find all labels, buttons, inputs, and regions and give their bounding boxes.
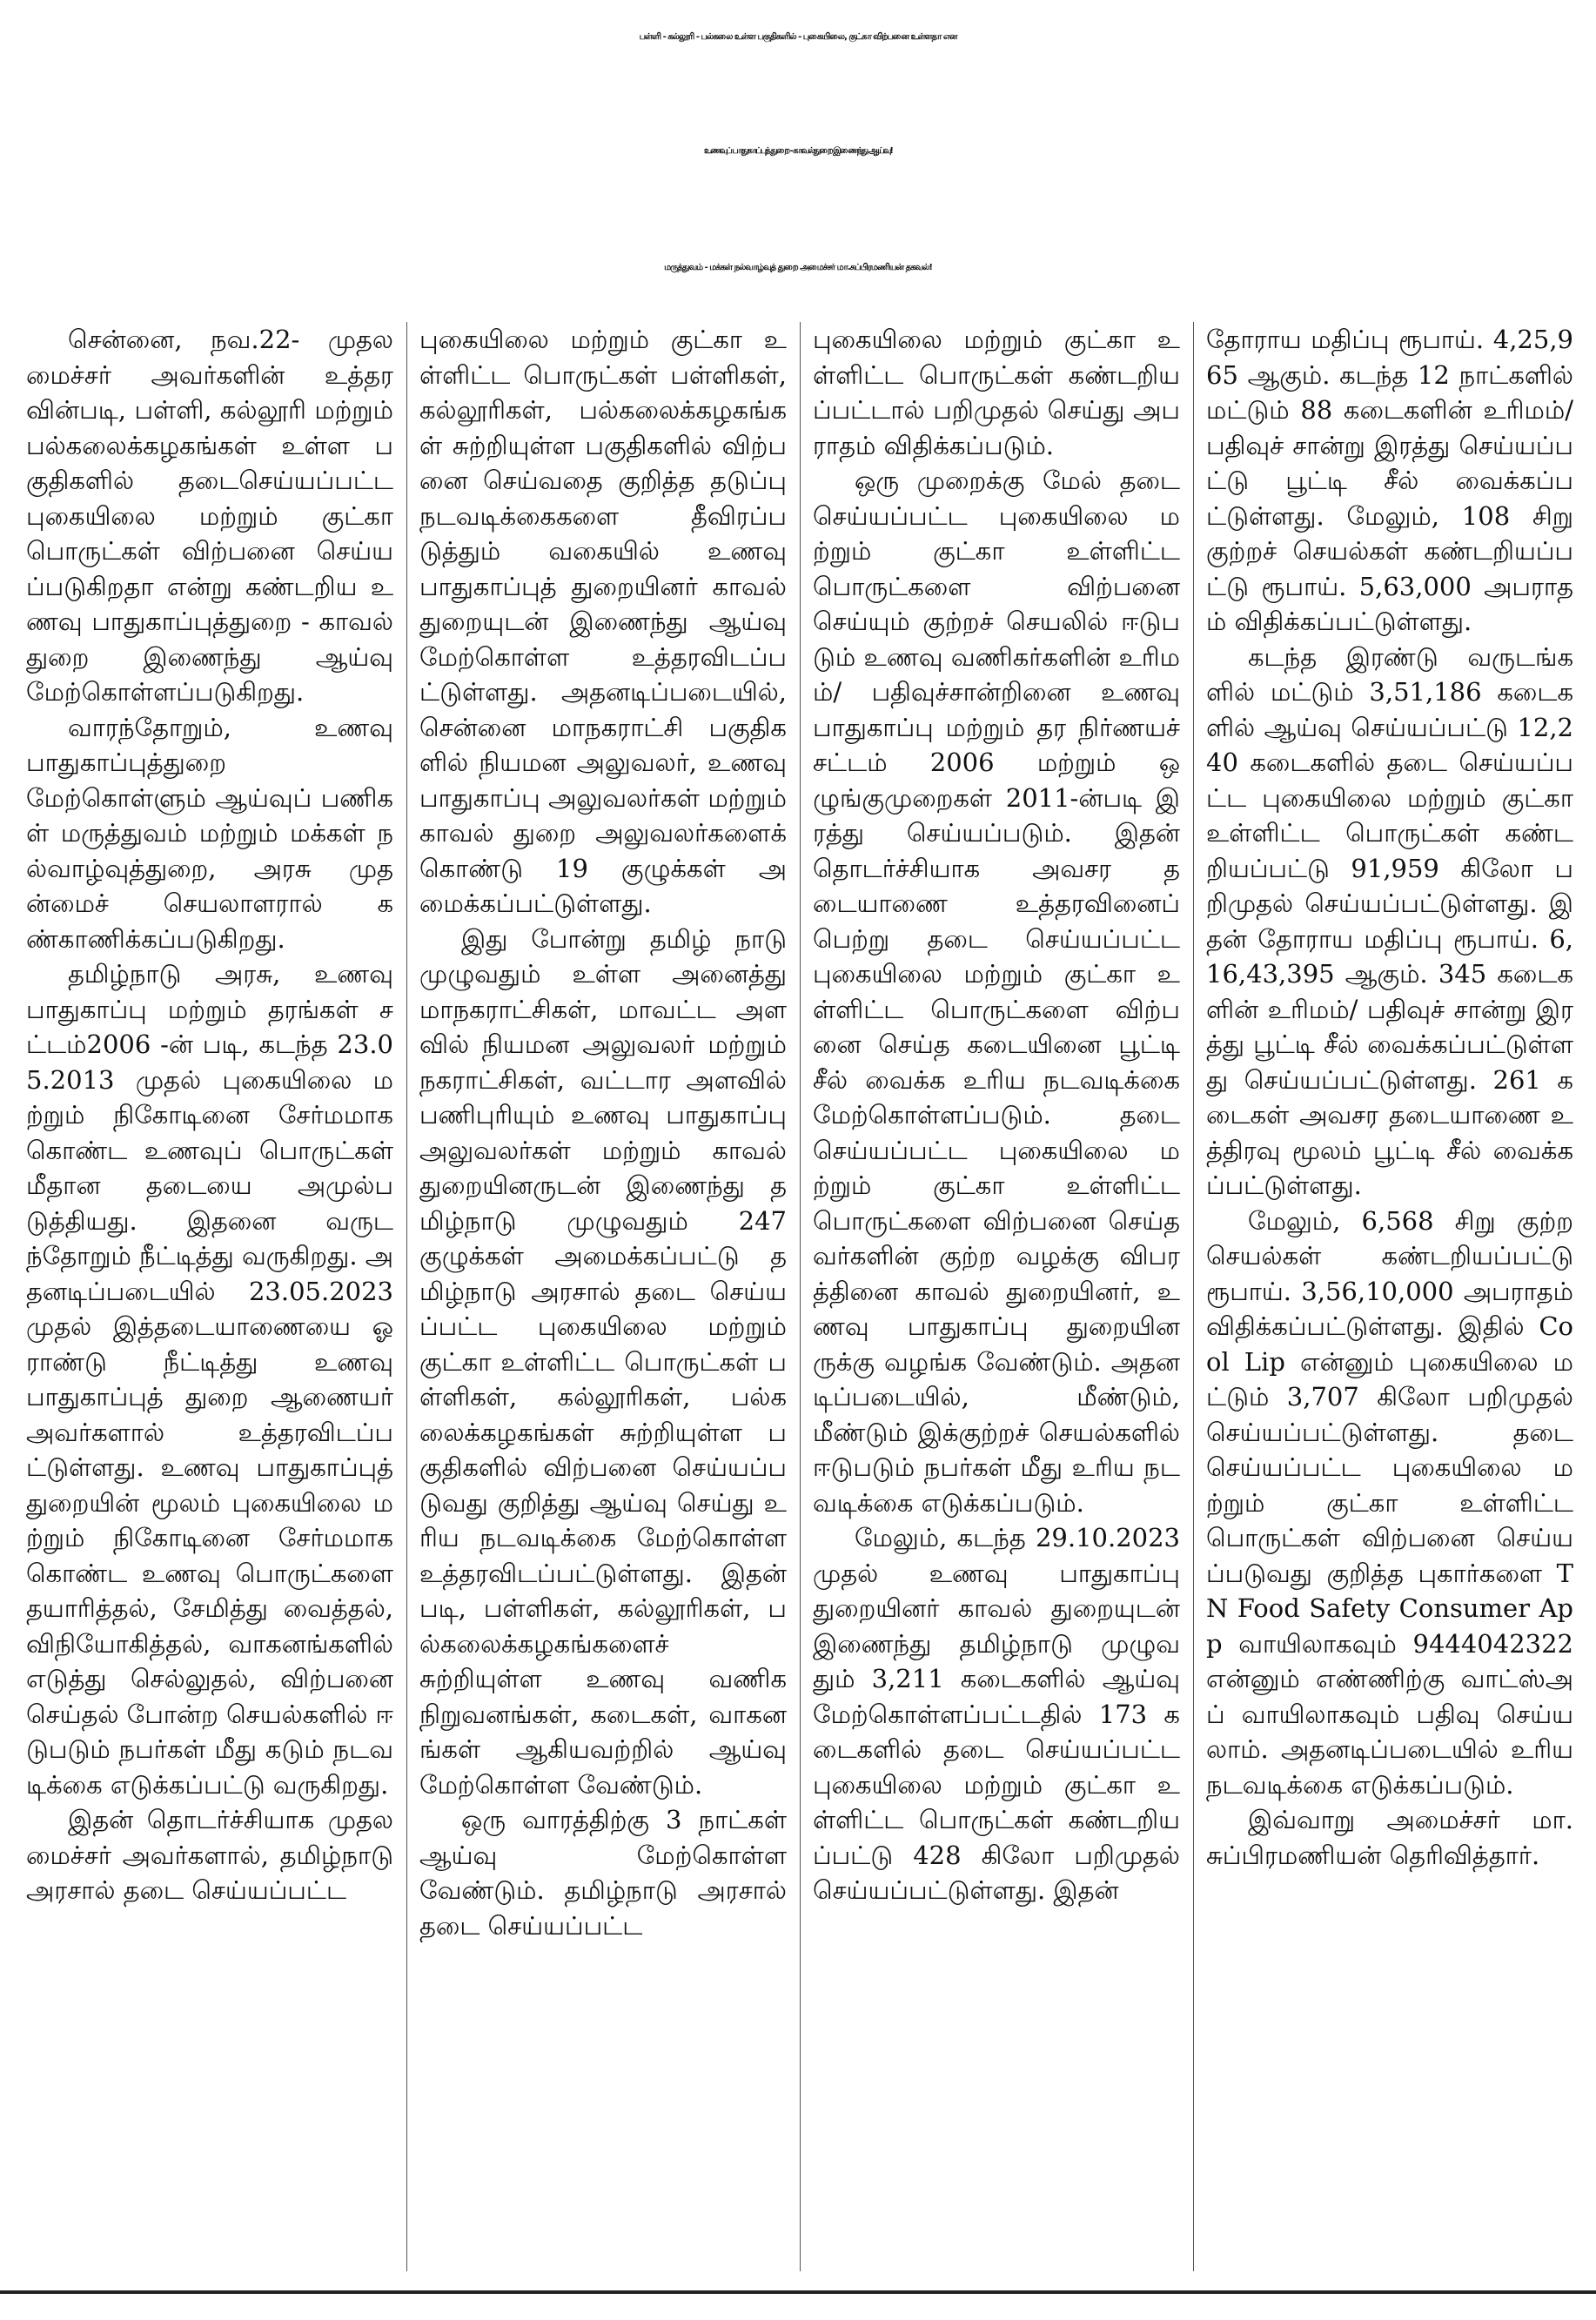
bottom-rule (0, 2290, 1596, 2294)
article-headline: உணவுப் பாதுகாப்புத் துறை - காவல்துறை இணைந்து ஆய்வு! (704, 146, 892, 156)
body-paragraph: இவ்வாறு அமைச்சர் மா.சுப்பிரமணியன் தெரிவித்தார். (1206, 1805, 1573, 1870)
article-column-4 (1206, 322, 1573, 2271)
article-column-2 (419, 322, 787, 2271)
body-paragraph: வாரந்தோறும், உணவு பாதுகாப்புத்துறை மேற்கொள்ளும் ஆய்வுப் பணிகள் மருத்துவம் மற்றும் மக்கள் நல்வாழ்வுத்துறை, அரசு முதன்மைச் செயலாளரால் கண்காணிக்கப்படுகிறது. (26, 712, 393, 954)
body-paragraph: இது போன்று தமிழ் நாடு முழுவதும் உள்ள அனைத்து மாநகராட்சிகள், மாவட்ட அளவில் நியமன அலுவலர் மற்றும் நகராட்சிகள், வட்டார அளவில் பணிபுரியும் உணவு பாதுகாப்பு அலுவலர்கள் மற்றும் காவல் துறையினருடன் இணைந்து தமிழ்நாடு முழுவதும் 247 குழுக்கள் அமைக்கப்பட்டு தமிழ்நாடு அரசால் தடை செய்யப்பட்ட புகையிலை மற்றும் குட்கா உள்ளிட்ட பொருட்கள் பள்ளிகள், கல்லூரிகள், பல்கலைக்கழகங்கள் சுற்றியுள்ள பகுதிகளில் விற்பனை செய்யப்படுவது குறித்து ஆய்வு செய்து உரிய நடவடிக்கை மேற்கொள்ள உத்தரவிடப்பட்டுள்ளது. இதன் படி, பள்ளிகள், கல்லூரிகள், பல்கலைக்கழகங்களைச் சுற்றியுள்ள உணவு வணிக நிறுவனங்கள், கடைகள், வாகனங்கள் ஆகியவற்றில் ஆய்வு மேற்கொள்ள வேண்டும். (419, 923, 787, 1800)
article-column-1 (26, 322, 393, 2271)
body-paragraph: தோராய மதிப்பு ரூபாய். 4,25,965 ஆகும். கடந்த 12 நாட்களில் மட்டும் 88 கடைகளின் உரிமம்/ பதிவுச் சான்று இரத்து செய்யப்பட்டு பூட்டி சீல் வைக்கப்பட்டுள்ளது. மேலும், 108 சிறு குற்றச் செயல்கள் கண்டறியப்பட்டு ரூபாய். 5,63,000 அபராதம் விதிக்கப்பட்டுள்ளது. (1206, 325, 1573, 636)
article-kicker: பள்ளி - கல்லூரி - பல்கலை உள்ள பகுதிகளில் - புகையிலை, குட்கா விற்பனை உள்ளதா என (639, 32, 957, 42)
body-paragraph: மேலும், கடந்த 29.10.2023 முதல் உணவு பாதுகாப்பு துறையினர் காவல் துறையுடன் இணைந்து தமிழ்நாடு முழுவதும் 3,211 கடைகளில் ஆய்வு மேற்கொள்ளப்பட்டதில் 173 கடைகளில் தடை செய்யப்பட்ட புகையிலை மற்றும் குட்கா உள்ளிட்ட பொருட்கள் கண்டறியப்பட்டு 428 கிலோ பறிமுதல் செய்யப்பட்டுள்ளது. இதன் (813, 1523, 1180, 1905)
body-paragraph: புகையிலை மற்றும் குட்கா உள்ளிட்ட பொருட்கள் பள்ளிகள், கல்லூரிகள், பல்கலைக்கழகங்கள் சுற்றியுள்ள பகுதிகளில் விற்பனை செய்வதை குறித்த தடுப்பு நடவடிக்கைகளை தீவிரப்படுத்தும் வகையில் உணவு பாதுகாப்புத் துறையினர் காவல் துறையுடன் இணைந்து ஆய்வு மேற்கொள்ள உத்தரவிடப்பட்டுள்ளது. அதனடிப்படையில், சென்னை மாநகராட்சி பகுதிகளில் நியமன அலுவலர், உணவு பாதுகாப்பு அலுவலர்கள் மற்றும் காவல் துறை அலுவலர்களைக் கொண்டு 19 குழுக்கள் அமைக்கப்பட்டுள்ளது. (419, 325, 787, 918)
body-paragraph: புகையிலை மற்றும் குட்கா உள்ளிட்ட பொருட்கள் கண்டறியப்பட்டால் பறிமுதல் செய்து அபராதம் விதிக்கப்படும். (813, 325, 1180, 460)
article-column-3 (813, 322, 1180, 2271)
body-paragraph: ஒரு முறைக்கு மேல் தடை செய்யப்பட்ட புகையிலை மற்றும் குட்கா உள்ளிட்ட பொருட்களை விற்பனை செய்யும் குற்றச் செயலில் ஈடுபடும் உணவு வணிகர்களின் உரிமம்/ பதிவுச்சான்றினை உணவு பாதுகாப்பு மற்றும் தர நிர்ணயச் சட்டம் 2006 மற்றும் ஒழுங்குமுறைகள் 2011-ன்படி இரத்து செய்யப்படும். இதன் தொடர்ச்சியாக அவசர தடையாணை உத்தரவினைப் பெற்று தடை செய்யப்பட்ட புகையிலை மற்றும் குட்கா உள்ளிட்ட பொருட்களை விற்பனை செய்த கடையினை பூட்டி சீல் வைக்க உரிய நடவடிக்கை மேற்கொள்ளப்படும். தடை செய்யப்பட்ட புகையிலை மற்றும் குட்கா உள்ளிட்ட பொருட்களை விற்பனை செய்தவர்களின் குற்ற வழக்கு விபரத்தினை காவல் துறையினர், உணவு பாதுகாப்பு துறையினருக்கு வழங்க வேண்டும். அதனடிப்படையில், மீண்டும், மீண்டும் இக்குற்றச் செயல்களில் ஈடுபடும் நபர்கள் மீது உரிய நடவடிக்கை எடுக்கப்படும். (813, 466, 1180, 1518)
article-subhead: மருத்துவம் - மக்கள் நல்வாழ்வுத் துறை அமைச்சர் மா.சுப்பிரமணியன் தகவல்! (664, 263, 932, 272)
column-divider (800, 322, 801, 2271)
column-divider (1193, 322, 1194, 2271)
column-divider (406, 322, 407, 2271)
body-paragraph: இதன் தொடர்ச்சியாக முதலமைச்சர் அவர்களால், தமிழ்நாடு அரசால் தடை செய்யப்பட்ட (26, 1805, 393, 1905)
body-paragraph: ஒரு வாரத்திற்கு 3 நாட்கள் ஆய்வு மேற்கொள்ள வேண்டும். தமிழ்நாடு அரசால் தடை செய்யப்பட்ட (419, 1805, 787, 1941)
body-paragraph: சென்னை, நவ.22- முதலமைச்சர் அவர்களின் உத்தரவின்படி, பள்ளி, கல்லூரி மற்றும் பல்கலைக்கழகங்கள் உள்ள பகுதிகளில் தடைசெய்யப்பட்ட புகையிலை மற்றும் குட்கா பொருட்கள் விற்பனை செய்யப்படுகிறதா என்று கண்டறிய உணவு பாதுகாப்புத்துறை - காவல் துறை இணைந்து ஆய்வு மேற்கொள்ளப்படுகிறது. (26, 325, 393, 707)
body-paragraph: தமிழ்நாடு அரசு, உணவு பாதுகாப்பு மற்றும் தரங்கள் சட்டம்2006 -ன் படி, கடந்த 23.05.2013 முதல் புகையிலை மற்றும் நிகோடினை சேர்மமாக கொண்ட உணவுப் பொருட்கள் மீதான தடையை அமுல்படுத்தியது. இதனை வருடந்தோறும் நீட்டித்து வருகிறது. அதனடிப்படையில் 23.05.2023 முதல் இத்தடையாணையை ஓராண்டு நீட்டித்து உணவு பாதுகாப்புத் துறை ஆணையர் அவர்களால் உத்தரவிடப்பட்டுள்ளது. உணவு பாதுகாப்புத் துறையின் மூலம் புகையிலை மற்றும் நிகோடினை சேர்மமாக கொண்ட உணவு பொருட்களை தயாரித்தல், சேமித்து வைத்தல், விநியோகித்தல், வாகனங்களில் எடுத்து செல்லுதல், விற்பனை செய்தல் போன்ற செயல்களில் ஈடுபடும் நபர்கள் மீது கடும் நடவடிக்கை எடுக்கப்பட்டு வருகிறது. (26, 959, 393, 1800)
body-paragraph: மேலும், 6,568 சிறு குற்ற செயல்கள் கண்டறியப்பட்டு ரூபாய். 3,56,10,000 அபராதம் விதிக்கப்பட்டுள்ளது. இதில் Cool Lip என்னும் புகையிலை மட்டும் 3,707 கிலோ பறிமுதல் செய்யப்பட்டுள்ளது. தடை செய்யப்பட்ட புகையிலை மற்றும் குட்கா உள்ளிட்ட பொருட்கள் விற்பனை செய்யப்படுவது குறித்த புகார்களை TN Food Safety Consumer App வாயிலாகவும் 9444042322 என்னும் எண்ணிற்கு வாட்ஸ்அப் வாயிலாகவும் பதிவு செய்யலாம். அதனடிப்படையில் உரிய நடவடிக்கை எடுக்கப்படும். (1206, 1205, 1573, 1800)
body-paragraph: கடந்த இரண்டு வருடங்களில் மட்டும் 3,51,186 கடைகளில் ஆய்வு செய்யப்பட்டு 12,240 கடைகளில் தடை செய்யப்பட்ட புகையிலை மற்றும் குட்கா உள்ளிட்ட பொருட்கள் கண்டறியப்பட்டு 91,959 கிலோ பறிமுதல் செய்யப்பட்டுள்ளது. இதன் தோராய மதிப்பு ரூபாய். 6,16,43,395 ஆகும். 345 கடைகளின் உரிமம்/ பதிவுச் சான்று இரத்து பூட்டி சீல் வைக்கப்பட்டுள்ளது செய்யப்பட்டுள்ளது. 261 கடைகள் அவசர தடையாணை உத்திரவு மூலம் பூட்டி சீல் வைக்கப்பட்டுள்ளது. (1206, 641, 1573, 1200)
